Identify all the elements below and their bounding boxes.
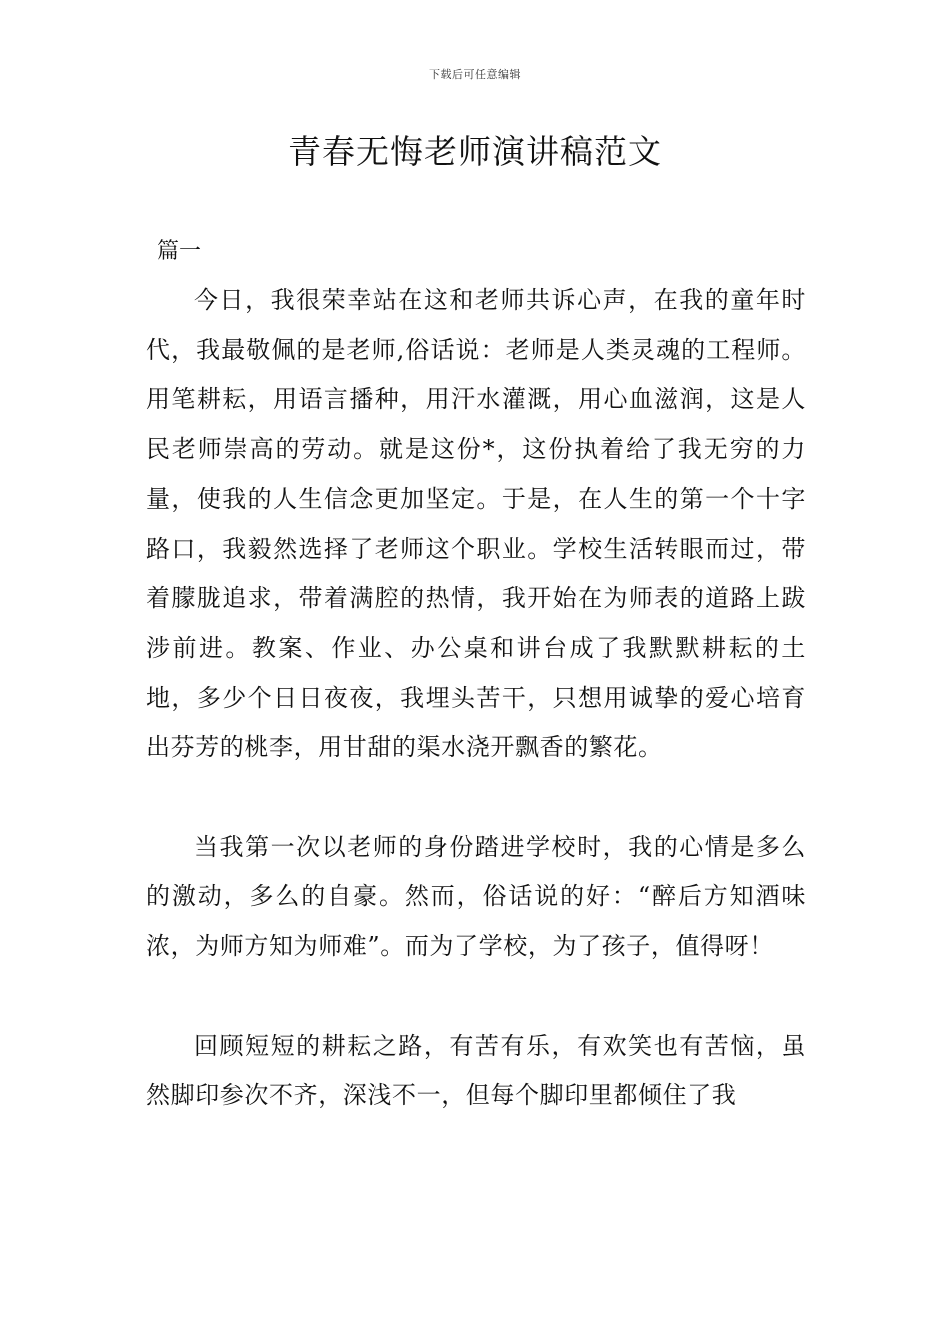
paragraph-2: 当我第一次以老师的身份踏进学校时，我的心情是多么的激动，多么的自豪。然而，俗话说的好：“醉后方知酒味浓，为师方知为师难”。而为了学校，为了孩子，值得呀！	[146, 832, 806, 961]
section-label: 篇一	[157, 239, 202, 264]
paragraph-3: 回顾短短的耕耘之路，有苦有乐，有欢笑也有苦恼，虽然脚印参次不齐，深浅不一，但每个脚印里都倾住了我	[146, 1031, 806, 1110]
paragraph-gap	[146, 972, 806, 1022]
paragraph-gap	[146, 773, 806, 823]
paragraph-1: 今日，我很荣幸站在这和老师共诉心声，在我的童年时代，我最敬佩的是老师,俗话说：老师是人类灵魂的工程师。用笔耕耘，用语言播种，用汗水灌溉，用心血滋润，这是人民老师崇高的劳动。就是这份*，这份执着给了我无穷的力量，使我的人生信念更加坚定。于是，在人生的第一个十字路口，我毅然选择了老师这个职业。学校生活转眼而过，带着朦胧追求，带着满腔的热情，我开始在为师表的道路上跋涉前进。教案、作业、办公桌和讲台成了我默默耕耘的土地，多少个日日夜夜，我埋头苦干，只想用诚挚的爱心培育出芬芳的桃李，用甘甜的渠水浇开飘香的繁花。	[146, 286, 806, 762]
header-note: 下载后可任意编辑	[429, 68, 521, 81]
document-title: 青春无悔老师演讲稿范文	[288, 132, 662, 171]
document-body	[146, 276, 806, 1121]
